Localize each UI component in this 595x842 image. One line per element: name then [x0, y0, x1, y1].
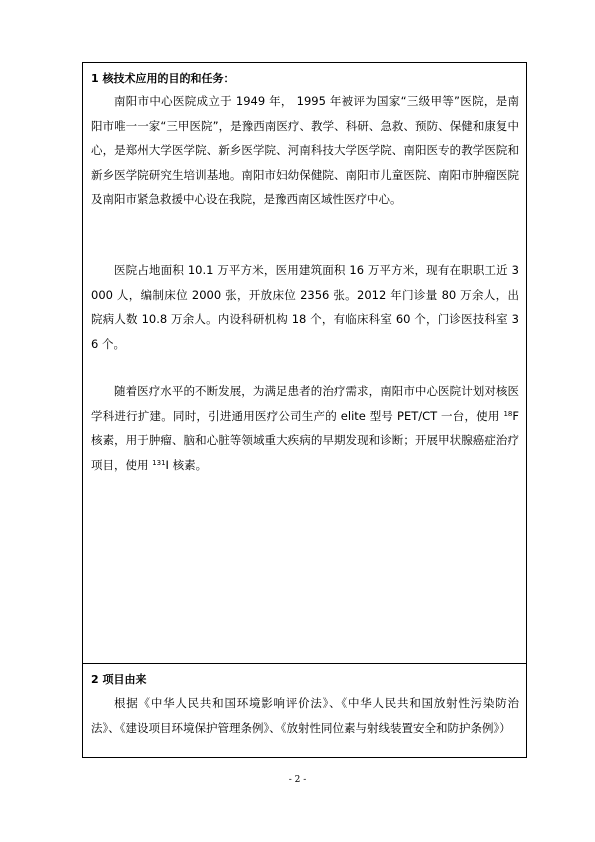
- paragraph-3-text-a: 随着医疗水平的不断发展，为满足患者的治疗需求，南阳市中心医院计划对核医学科进行扩建。同时，引进通用医疗公司生产的 elite 型号 PET/CT 一台，使用: [91, 384, 519, 423]
- f18-element-symbol: F: [512, 408, 519, 423]
- section-1-paragraph-3: [91, 379, 519, 477]
- section-divider: [83, 663, 526, 664]
- i131-element-symbol: I: [165, 457, 169, 472]
- paragraph-3-text-b: 核素，用于肿瘤、脑和心脏等领域重大疾病的早期发现和诊断；开展甲状腺癌症治疗项目，使用: [91, 433, 519, 472]
- section-2-paragraph-1: 根据《中华人民共和国环境影响评价法》、《中华人民共和国放射性污染防治法》、《建设项目环境保护管理条例》、《放射性同位素与射线装置安全和防护条例》）: [91, 696, 519, 735]
- section-1-paragraph-1: 南阳市中心医院成立于 1949 年， 1995 年被评为国家“三级甲等”医院，是南阳市唯一一家“三甲医院”，是豫西南医疗、教学、科研、急救、预防、保健和康复中心，是郑州大学医学院、新乡医学院、河南科技大学医学院、南阳医专的教学医院和新乡医学院研究生培训基地。南阳市妇幼保健院、南阳市儿童医院、南阳市肿瘤医院及南阳市紧急救援中心设在我院，是豫西南区域性医疗中心。: [91, 94, 519, 206]
- f18-mass-number: 18: [503, 409, 513, 418]
- section-2-heading: 2 项目由来: [91, 673, 147, 686]
- section-1-heading: 1 核技术应用的目的和任务：: [91, 72, 235, 85]
- paragraph-3-text-c: 核素。: [168, 457, 208, 472]
- page-number: - 2 -: [288, 775, 307, 785]
- content-table: [82, 62, 527, 758]
- section-1-paragraph-2: 医院占地面积 10.1 万平方米，医用建筑面积 16 万平方米，现有在职职工近 3000 人，编制床位 2000 张，开放床位 2356 张。2012 年门诊量 80 万余人，出院病人数 10.8 万余人。内设科研机构 18 个，有临床科室 60 个，门诊医技科室 36 个。: [91, 263, 519, 351]
- i131-mass-number: 131: [152, 458, 166, 467]
